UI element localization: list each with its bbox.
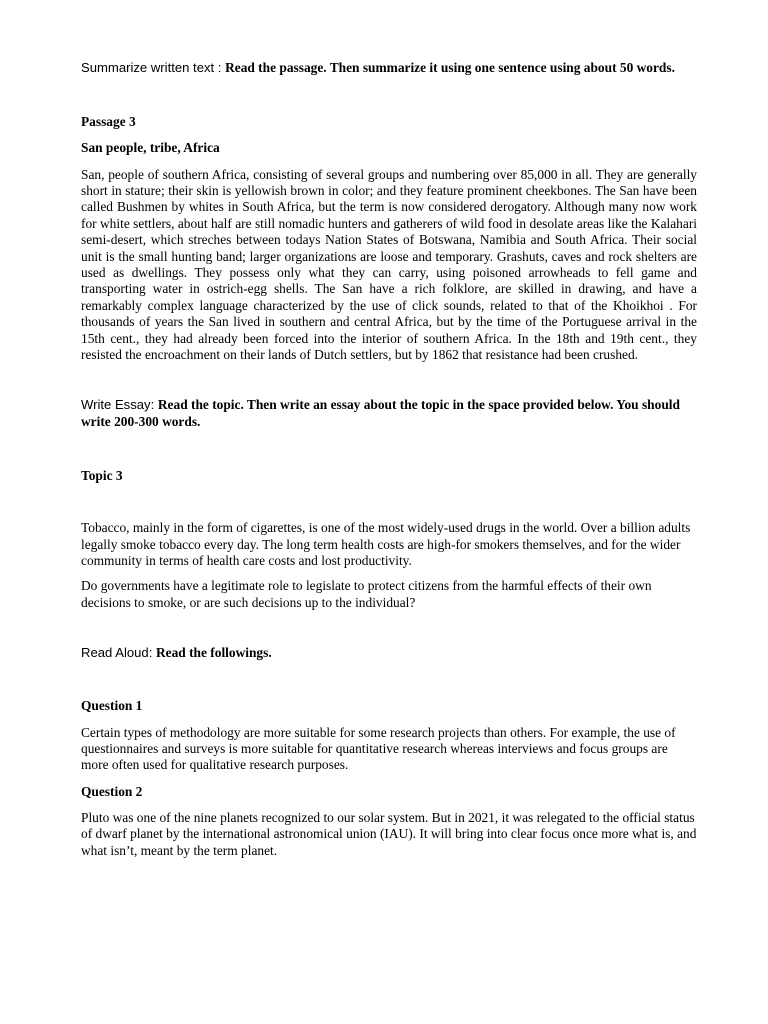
read-aloud-instruction-text: Read the followings. bbox=[155, 645, 272, 661]
question-1-label: Question 1 bbox=[81, 698, 143, 714]
summarize-instruction bbox=[81, 60, 697, 76]
passage-label: Passage 3 bbox=[81, 114, 136, 130]
passage-text: San, people of southern Africa, consisting of several groups and numbering over 85,000 in all. They are generally short in stature; their skin is yellowish brown in color; and they feature prominent cheekbones. The San have been called Bushmen by whites in South Africa, but the term is now considered derogatory. Although many now work for white settlers, about half are still nomadic hunters and gatherers of wild food in desolate areas like the Kalahari semi-desert, which streches between todays Nation States of Botswana, Namibia and South Africa. Their social unit is the small hunting band; larger organizations are loose and temporary. Grashuts, caves and rock shelters are used as dwellings. They possess only what they can carry, using poisoned arrowheads to fell game and transporting water in ostrich-egg shells. The San have a rich folklore, are skilled in drawing, and have a remarkably complex language characterized by the use of click sounds, related to that of the Khoikhoi . For thousands of years the San lived in southern and central Africa, but by the time of the Portuguese arrival in the 15th cent., they had already been forced into the interior of southern Africa. In the 18th and 19th cent., they resisted the encroachment on their lands of Dutch settlers, but by 1862 that resistance had been crushed. bbox=[81, 166, 697, 363]
question-2-label: Question 2 bbox=[81, 783, 143, 799]
essay-lead: Write Essay: bbox=[81, 397, 158, 413]
read-aloud-instruction bbox=[81, 645, 697, 661]
document-page bbox=[81, 60, 697, 859]
passage-title: San people, tribe, Africa bbox=[81, 140, 220, 156]
read-aloud-lead: Read Aloud: bbox=[81, 645, 156, 661]
summarize-instruction-text: Read the passage. Then summarize it using one sentence using about 50 words. bbox=[225, 60, 675, 75]
topic-label: Topic 3 bbox=[81, 467, 123, 483]
question-2-text: Pluto was one of the nine planets recognized to our solar system. But in 2021, it was relegated to the official status of dwarf planet by the international astronomical union (IAU). It will bring into clear focus once more what is, and what isn’t, meant by the term planet. bbox=[81, 809, 697, 858]
question-1-text: Certain types of methodology are more suitable for some research projects than others. For example, the use of questionnaires and surveys is more suitable for quantitative research whereas interviews and focus groups are more often used for qualitative research purposes. bbox=[81, 724, 676, 773]
topic-paragraph-1: Tobacco, mainly in the form of cigarettes, is one of the most widely-used drugs in the world. Over a billion adults legally smoke tobacco every day. The long term health costs are high-for smokers themselves, and for the wider community in terms of health care costs and lost productivity. bbox=[81, 520, 691, 568]
summarize-lead: Summarize written text : bbox=[81, 60, 226, 75]
topic-paragraph-2: Do governments have a legitimate role to legislate to protect citizens from the harmful effects of their own decisions to smoke, or are such decisions up to the individual? bbox=[81, 578, 652, 610]
essay-instruction bbox=[81, 397, 697, 429]
essay-instruction-text: Read the topic. Then write an essay about the topic in the space provided below. You should write 200-300 words. bbox=[81, 397, 680, 429]
